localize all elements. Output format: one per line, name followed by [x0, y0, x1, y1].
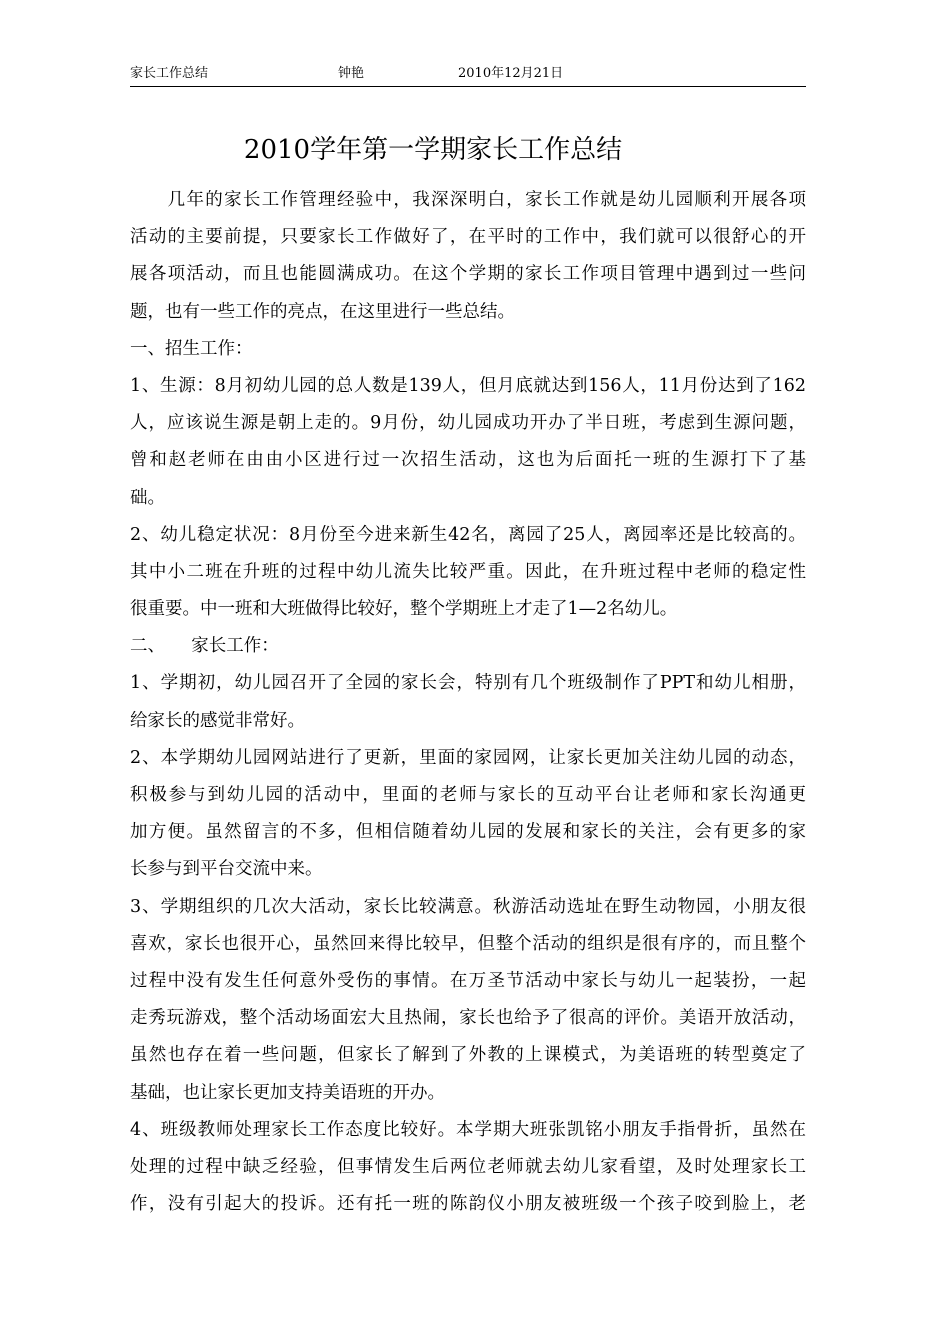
body-line: 作，没有引起大的投诉。还有托一班的陈韵仪小朋友被班级一个孩子咬到脸上，老 [130, 1194, 806, 1215]
body-line: 2、本学期幼儿园网站进行了更新，里面的家园网，让家长更加关注幼儿园的动态， [130, 747, 806, 768]
body-line: 其中小二班在升班的过程中幼儿流失比较严重。因此，在升班过程中老师的稳定性 [130, 561, 806, 582]
body-line: 虽然也存在着一些问题，但家长了解到了外教的上课模式，为美语班的转型奠定了 [130, 1045, 806, 1066]
page-header [130, 64, 806, 87]
body-line: 题，也有一些工作的亮点，在这里进行一些总结。 [130, 301, 515, 322]
body-line: 4、班级教师处理家长工作态度比较好。本学期大班张凯铭小朋友手指骨折，虽然在 [130, 1119, 806, 1140]
body-line: 过程中没有发生任何意外受伤的事情。在万圣节活动中家长与幼儿一起装扮，一起 [130, 970, 806, 991]
body-line: 给家长的感觉非常好。 [130, 710, 305, 731]
body-line: 活动的主要前提，只要家长工作做好了，在平时的工作中，我们就可以很舒心的开 [130, 227, 806, 248]
header-date: 2010年12月21日 [458, 66, 564, 81]
body-line: 二、 家长工作： [130, 636, 279, 657]
body-line: 3、学期组织的几次大活动，家长比较满意。秋游活动选址在野生动物园，小朋友很 [130, 896, 806, 917]
body-line: 曾和赵老师在由由小区进行过一次招生活动，这也为后面托一班的生源打下了基 [130, 450, 806, 471]
body-line: 础。 [130, 487, 165, 508]
document-title: 2010学年第一学期家长工作总结 [243, 135, 623, 165]
body-line: 处理的过程中缺乏经验，但事情发生后两位老师就去幼儿家看望，及时处理家长工 [130, 1156, 806, 1177]
body-line: 2、幼儿稳定状况：8月份至今进来新生42名，离园了25人，离园率还是比较高的。 [130, 524, 806, 545]
document-body [130, 182, 806, 1223]
body-line: 很重要。中一班和大班做得比较好，整个学期班上才走了1—2名幼儿。 [130, 599, 678, 620]
body-line: 展各项活动，而且也能圆满成功。在这个学期的家长工作项目管理中遇到过一些问 [130, 264, 806, 285]
body-line: 喜欢，家长也很开心，虽然回来得比较早，但整个活动的组织是很有序的，而且整个 [130, 933, 806, 954]
body-line: 走秀玩游戏，整个活动场面宏大且热闹，家长也给予了很高的评价。美语开放活动， [130, 1008, 806, 1029]
body-line: 加方便。虽然留言的不多，但相信随着幼儿园的发展和家长的关注，会有更多的家 [130, 822, 806, 843]
body-line: 积极参与到幼儿园的活动中，里面的老师与家长的互动平台让老师和家长沟通更 [130, 785, 806, 805]
body-line: 1、学期初，幼儿园召开了全园的家长会，特别有几个班级制作了PPT和幼儿相册， [130, 673, 806, 694]
body-line: 基础，也让家长更加支持美语班的开办。 [130, 1082, 445, 1103]
header-author: 钟艳 [338, 66, 365, 81]
body-line: 几年的家长工作管理经验中，我深深明白，家长工作就是幼儿园顺利开展各项 [130, 190, 806, 210]
body-line: 长参与到平台交流中来。 [130, 859, 323, 880]
body-line: 人，应该说生源是朝上走的。9月份，幼儿园成功开办了半日班，考虑到生源问题， [130, 413, 806, 434]
body-line: 1、生源：8月初幼儿园的总人数是139人，但月底就达到156人，11月份达到了162 [130, 375, 806, 396]
header-doc-name: 家长工作总结 [130, 66, 209, 81]
body-line: 一、招生工作： [130, 338, 253, 359]
